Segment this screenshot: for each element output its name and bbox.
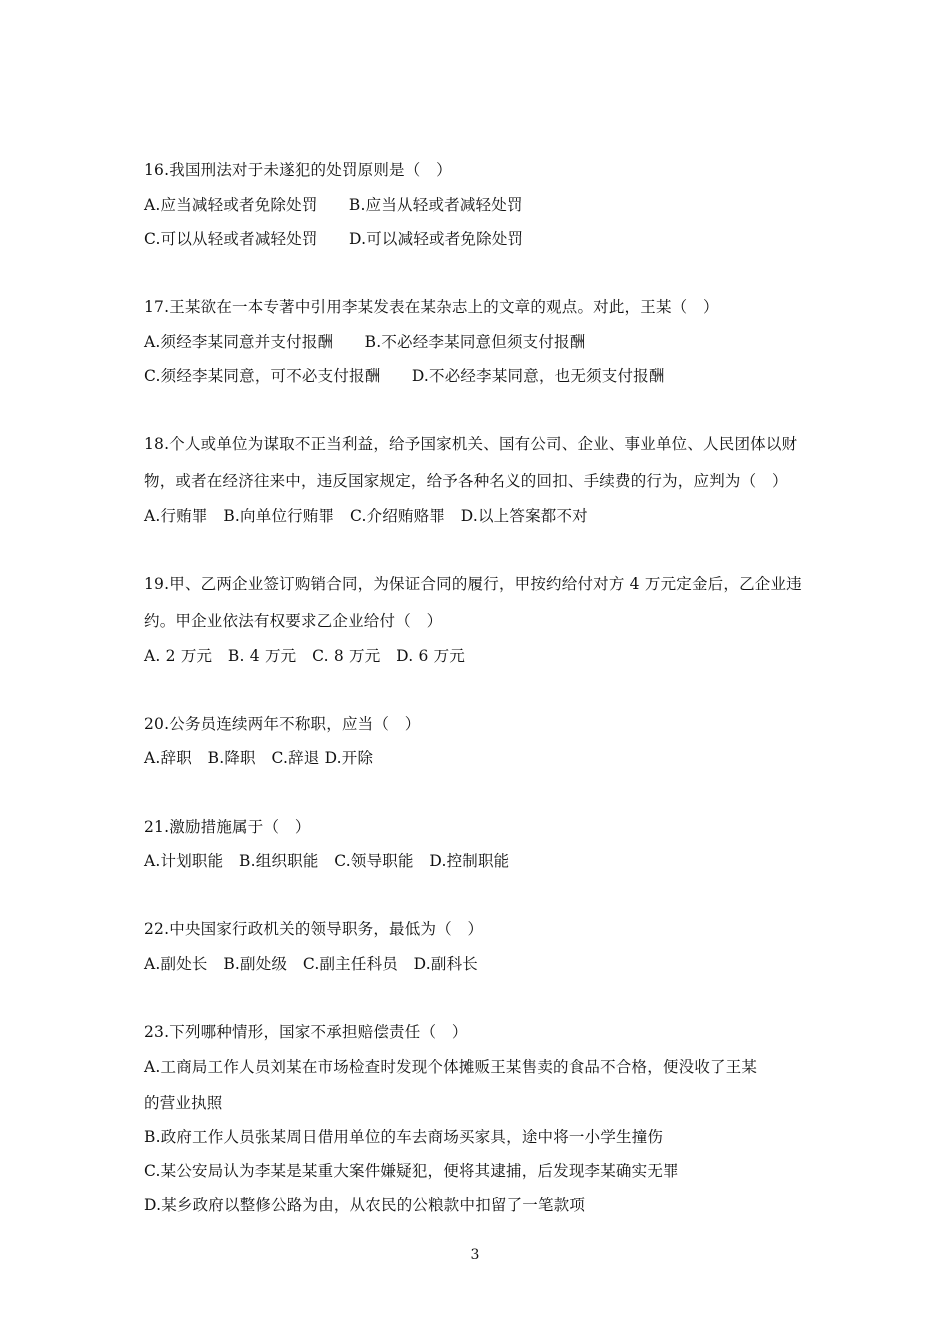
question-23-stem-line-1: 23.下列哪种情形，国家不承担赔偿责任（ ） xyxy=(144,1023,468,1041)
question-23-options-line-1: A.工商局工作人员刘某在市场检查时发现个体摊贩王某售卖的食品不合格，便没收了王某 xyxy=(144,1058,758,1076)
question-21-stem-line-1: 21.激励措施属于（ ） xyxy=(144,818,311,836)
question-17-stem-line-1: 17.王某欲在一本专著中引用李某发表在某杂志上的文章的观点。对此，王某（ ） xyxy=(144,298,719,316)
question-18-options-line-1: A.行贿罪 B.向单位行贿罪 C.介绍贿赂罪 D.以上答案都不对 xyxy=(144,507,588,525)
question-19-stem-line-1: 19.甲、乙两企业签订购销合同，为保证合同的履行，甲按约给付对方 4 万元定金后，乙企业违 xyxy=(144,575,802,593)
question-16-stem-line-1: 16.我国刑法对于未遂犯的处罚原则是（ ） xyxy=(144,161,452,179)
question-23-options-line-5: D.某乡政府以整修公路为由，从农民的公粮款中扣留了一笔款项 xyxy=(144,1196,586,1214)
question-18-stem-line-2: 物，或者在经济往来中，违反国家规定，给予各种名义的回扣、手续费的行为，应判为（ ） xyxy=(144,472,788,490)
question-18-stem-line-1: 18.个人或单位为谋取不正当利益，给予国家机关、国有公司、企业、事业单位、人民团体以财 xyxy=(144,435,798,453)
question-19-stem-line-2: 约。甲企业依法有权要求乙企业给付（ ） xyxy=(144,612,443,630)
question-21-options-line-1: A.计划职能 B.组织职能 C.领导职能 D.控制职能 xyxy=(144,852,510,870)
question-20-stem-line-1: 20.公务员连续两年不称职，应当（ ） xyxy=(144,715,421,733)
question-17-options-line-2: C.须经李某同意，可不必支付报酬 D.不必经李某同意，也无须支付报酬 xyxy=(144,367,665,385)
page-number: 3 xyxy=(470,1247,480,1263)
question-20-options-line-1: A.辞职 B.降职 C.辞退 D.开除 xyxy=(144,749,374,767)
question-23-options-line-2: 的营业执照 xyxy=(144,1094,223,1112)
question-16-options-line-1: A.应当减轻或者免除处罚 B.应当从轻或者减轻处罚 xyxy=(144,196,523,214)
question-23-options-line-3: B.政府工作人员张某周日借用单位的车去商场买家具，途中将一小学生撞伤 xyxy=(144,1128,664,1146)
question-22-options-line-1: A.副处长 B.副处级 C.副主任科员 D.副科长 xyxy=(144,955,478,973)
question-19-options-line-1: A. 2 万元 B. 4 万元 C. 8 万元 D. 6 万元 xyxy=(144,647,466,665)
question-16-options-line-2: C.可以从轻或者减轻处罚 D.可以减轻或者免除处罚 xyxy=(144,230,524,248)
question-22-stem-line-1: 22.中央国家行政机关的领导职务，最低为（ ） xyxy=(144,920,484,938)
question-23-options-line-4: C.某公安局认为李某是某重大案件嫌疑犯，便将其逮捕，后发现李某确实无罪 xyxy=(144,1162,679,1180)
question-17-options-line-1: A.须经李某同意并支付报酬 B.不必经李某同意但须支付报酬 xyxy=(144,333,586,351)
